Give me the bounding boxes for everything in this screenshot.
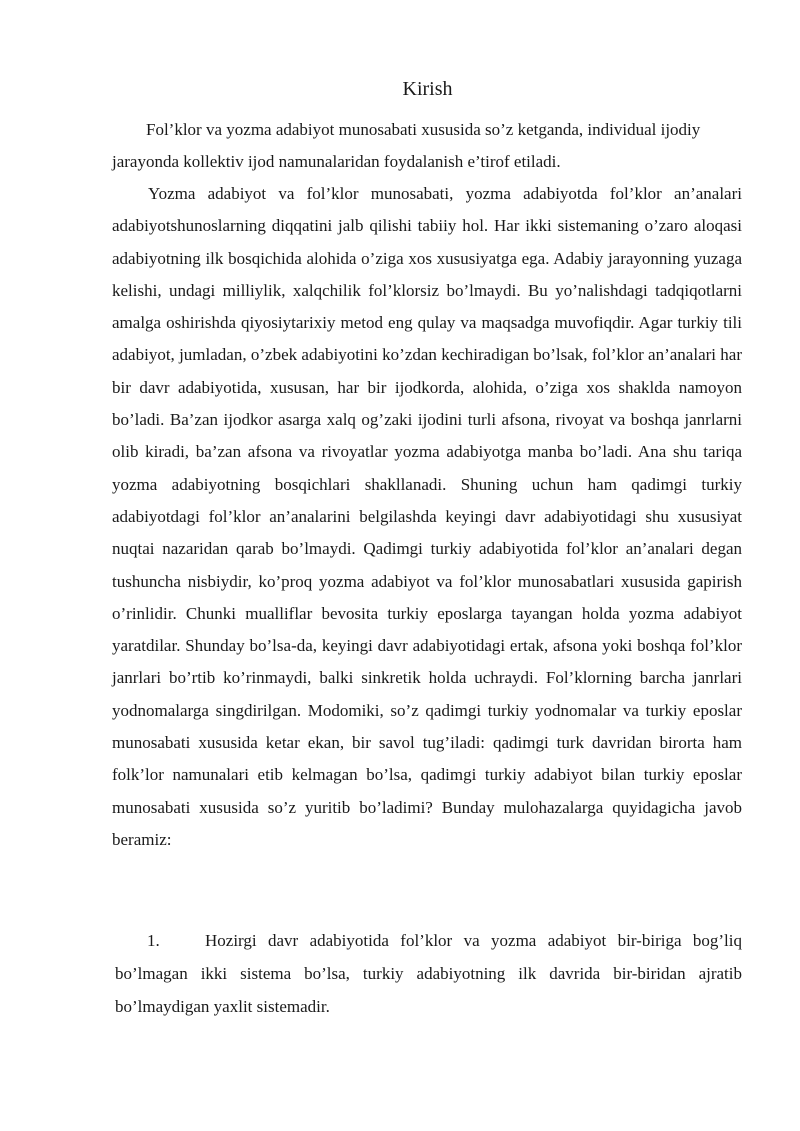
list-item [115,924,742,1023]
list-number: 1. [147,931,160,950]
page-title: Kirish [402,78,453,100]
paragraph-main: Yozma adabiyot va fol’klor munosabati, yozma adabiyotda fol’klor an’analari adabiyotshunoslarning diqqatini jalb qilishi tabiiy hol. Har ikki sistemaning o’zaro aloqasi adabiyotning ilk bosqichida alohida o’ziga xos xususiyatga ega. Adabiy jarayonning yuzaga kelishi, undagi milliylik, xalqchilik fol’klorsiz bo’lmaydi. Bu yo’nalishdagi tadqiqotlarni amalga oshirishda qiyosiytarixiy metod eng qulay va maqsadga muvofiqdir. Agar turkiy tili adabiyot, jumladan, o’zbek adabiyotini ko’zdan kechiradigan bo’lsak, fol’klor an’analari har bir davr adabiyotida, xususan, har bir ijodkorda, alohida, o’ziga xos shaklda namoyon bo’ladi. Ba’zan ijodkor asarga xalq og’zaki ijodini turli afsona, rivoyat va boshqa janrlarni olib kiradi, ba’zan afsona va rivoyatlar yozma adabiyotga manba bo’ladi. Ana shu tariqa yozma adabiyotning bosqichlari shakllanadi. Shuning uchun ham qadimgi turkiy adabiyotdagi fol’klor an’analarini belgilashda keyingi davr adabiyotidagi shu xususiyat nuqtai nazaridan qarab bo’lmaydi. Qadimgi turkiy adabiyotida fol’klor an’analari degan tushuncha nisbiydir, ko’proq yozma adabiyot va fol’klor munosabatlari xususida gapirish o’rinlidir. Chunki mualliflar bevosita turkiy eposlarga tayangan holda yozma adabiyot yaratdilar. Shunday bo’lsa-da, keyingi davr adabiyotidagi ertak, afsona yoki boshqa fol’klor janrlari bo’rtib ko’rinmaydi, balki sinkretik holda uchraydi. Fol’klorning barcha janrlari yodnomalarga singdirilgan. Modomiki, so’z qadimgi turkiy yodnomalar va turkiy eposlar munosabati xususida ketar ekan, bir savol tug’iladi: qadimgi turk davridan birorta ham folk’lor namunalari etib kelmagan bo’lsa, qadimgi turkiy adabiyot bilan turkiy eposlar munosabati xususida so’z yuritib bo’ladimi? Bunday mulohazalarga quyidagicha javob beramiz: [112,184,742,849]
paragraph-intro: Fol’klor va yozma adabiyot munosabati xususida so’z ketganda, individual ijodiy jarayonda kollektiv ijod namunalaridan foydalanish e’tirof etiladi. [112,120,701,171]
list-text: Hozirgi davr adabiyotida fol’klor va yozma adabiyot bir-biriga bog’liq bo’lmagan ikki sistema bo’lsa, turkiy adabiyotning ilk davrida bir-biridan ajratib bo’lmaydigan yaxlit sistemadir. [115,931,742,1016]
